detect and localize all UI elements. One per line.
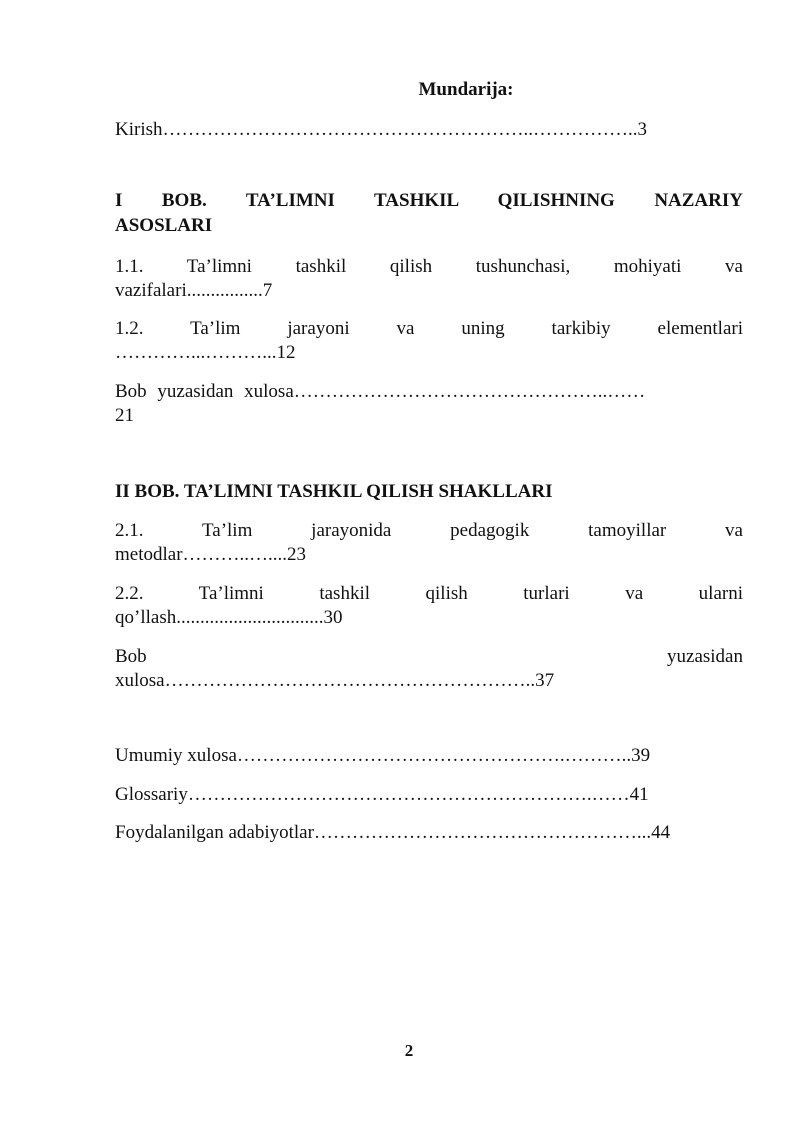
chapter-1-heading-line2: ASOSLARI [115,215,213,236]
chapter-2-heading: II BOB. TA’LIMNI TASHKIL QILISH SHAKLLARI [115,481,553,502]
toc-entry-2-1-line2: metodlar………..…....23 [115,544,307,565]
toc-entry-bob1-xulosa-line2: 21 [115,405,134,426]
toc-entry-bob1-xulosa-line1: Bob yuzasidan xulosa…………………………………………..…… [115,381,646,402]
toc-entry-2-2-line2: qo’llash...............................30 [115,607,343,628]
toc-entry-1-1-line2: vazifalari................7 [115,280,273,301]
page-title: Mundarija: [418,79,514,100]
toc-entry-bob2-xulosa-line2: xulosa…………………………………………………..37 [115,670,555,691]
toc-entry-bob2-xulosa-line1: Bob yuzasidan [115,646,743,667]
toc-entry-1-1-line1: 1.1. Ta’limni tashkil qilish tushunchasi, mohiyati va [115,256,743,277]
toc-entry-kirish: Kirish…………………………………………………..……………..3 [115,119,647,140]
chapter-1-heading-line1: I BOB. TA’LIMNI TASHKIL QILISHNING NAZARIY [115,190,743,211]
page-number: 2 [404,1041,414,1060]
toc-entry-1-2-line2: …………...………...12 [115,342,296,363]
toc-entry-1-2-line1: 1.2. Ta’lim jarayoni va uning tarkibiy elementlari [115,318,743,339]
toc-entry-umumiy-xulosa: Umumiy xulosa…………………………………………….………..39 [115,745,651,766]
toc-entry-2-1-line1: 2.1. Ta’lim jarayonida pedagogik tamoyillar va [115,520,743,541]
toc-entry-glossariy: Glossariy……………………………………………………….……41 [115,784,649,805]
toc-entry-adabiyotlar: Foydalanilgan adabiyotlar……………………………………………...44 [115,822,671,843]
toc-entry-2-2-line1: 2.2. Ta’limni tashkil qilish turlari va ularni [115,583,743,604]
